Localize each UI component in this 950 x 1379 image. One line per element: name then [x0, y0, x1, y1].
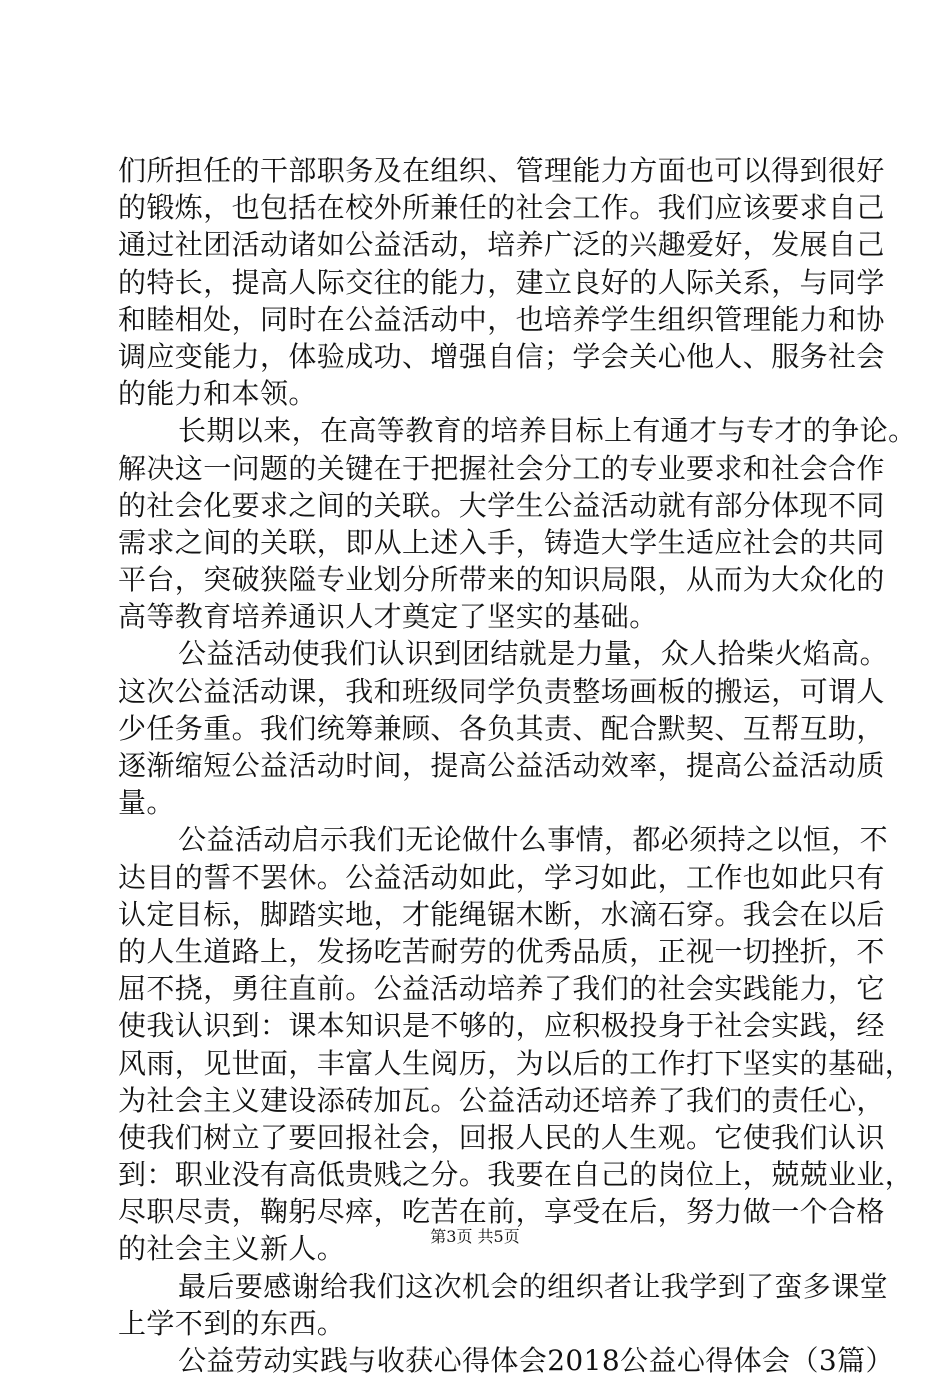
text-line: 的能力和本领。 [118, 377, 317, 411]
paragraph-first-line: 公益活动使我们认识到团结就是力量，众人拾柴火焰高。 [178, 637, 889, 671]
text-line: 的社会化要求之间的关联。大学生公益活动就有部分体现不同 [118, 488, 885, 522]
text-line: 这次公益活动课，我和班级同学负责整场画板的搬运，可谓人 [118, 674, 885, 708]
body-text [118, 152, 917, 1379]
paragraph-first-line: 长期以来，在高等教育的培养目标上有通才与专才的争论。 [178, 414, 917, 448]
text-line: 达目的誓不罢休。公益活动如此，学习如此，工作也如此只有 [118, 860, 885, 894]
page-number: 第3页 共5页 [430, 1227, 520, 1246]
text-line: 量。 [118, 786, 175, 820]
text-line: 调应变能力，体验成功、增强自信；学会关心他人、服务社会 [118, 339, 885, 373]
text-line: 的特长，提高人际交往的能力，建立良好的人际关系，与同学 [118, 265, 885, 299]
text-line: 通过社团活动诸如公益活动，培养广泛的兴趣爱好，发展自己 [118, 228, 885, 262]
text-line: 和睦相处，同时在公益活动中，也培养学生组织管理能力和协 [118, 302, 885, 336]
page-footer [0, 1227, 950, 1247]
text-line: 们所担任的干部职务及在组织、管理能力方面也可以得到很好 [118, 154, 885, 187]
text-line: 到：职业没有高低贵贱之分。我要在自己的岗位上，兢兢业业， [118, 1158, 914, 1192]
text-line: 高等教育培养通识人才奠定了坚实的基础。 [118, 600, 658, 634]
paragraph-first-line: 最后要感谢给我们这次机会的组织者让我学到了蛮多课堂 [178, 1269, 889, 1303]
text-line: 使我认识到：课本知识是不够的，应积极投身于社会实践，经 [118, 1009, 885, 1043]
text-line: 逐渐缩短公益活动时间，提高公益活动效率，提高公益活动质 [118, 749, 885, 782]
text-line: 平台，突破狭隘专业划分所带来的知识局限，从而为大众化的 [118, 563, 885, 597]
text-line: 解决这一问题的关键在于把握社会分工的专业要求和社会合作 [118, 451, 885, 485]
text-line: 屈不挠，勇往直前。公益活动培养了我们的社会实践能力，它 [118, 972, 885, 1006]
text-line: 需求之间的关联，即从上述入手，铸造大学生适应社会的共同 [118, 525, 885, 559]
paragraph-first-line: 公益活动启示我们无论做什么事情，都必须持之以恒，不 [178, 823, 889, 857]
text-line: 少任务重。我们统筹兼顾、各负其责、配合默契、互帮互助， [118, 711, 885, 745]
document-title-line: 公益劳动实践与收获心得体会2018公益心得体会（3篇） [178, 1344, 894, 1377]
text-line: 的锻炼，也包括在校外所兼任的社会工作。我们应该要求自己 [118, 191, 885, 225]
text-line: 认定目标，脚踏实地，才能绳锯木断，水滴石穿。我会在以后 [118, 897, 885, 931]
text-line: 的人生道路上，发扬吃苦耐劳的优秀品质，正视一切挫折，不 [118, 934, 885, 968]
text-line: 上学不到的东西。 [118, 1306, 346, 1340]
text-line: 风雨，见世面，丰富人生阅历，为以后的工作打下坚实的基础， [118, 1046, 914, 1080]
text-line: 的社会主义新人。 [118, 1232, 346, 1266]
text-line: 使我们树立了要回报社会，回报人民的人生观。它使我们认识 [118, 1120, 885, 1154]
text-line: 尽职尽责，鞠躬尽瘁，吃苦在前，享受在后，努力做一个合格 [118, 1195, 885, 1229]
text-line: 为社会主义建设添砖加瓦。公益活动还培养了我们的责任心， [118, 1083, 885, 1117]
